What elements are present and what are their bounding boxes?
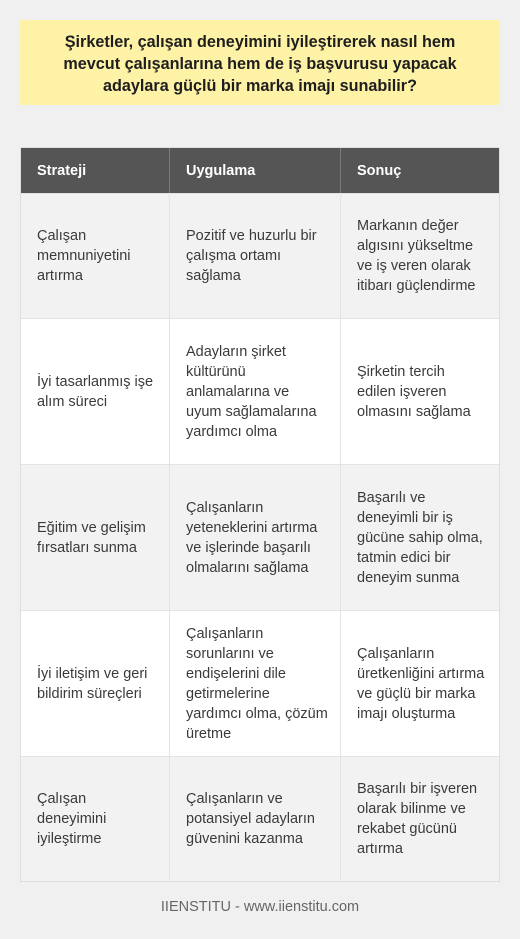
application-cell: Pozitif ve huzurlu bir çalışma ortamı sağlama bbox=[170, 194, 341, 318]
result-cell: Çalışanların üretkenliğini artırma ve güçlü bir marka imajı oluşturma bbox=[357, 645, 485, 722]
table-row bbox=[21, 318, 499, 464]
header-strategy: Strateji bbox=[21, 148, 170, 193]
strategy-table bbox=[20, 147, 500, 882]
strategy-cell: İyi iletişim ve geri bildirim süreçleri bbox=[21, 611, 170, 756]
result-cell: Markanın değer algısını yükseltme ve iş veren olarak itibarı güçlendirme bbox=[357, 218, 476, 294]
result-cell: Başarılı ve deneyimli bir iş gücüne sahip olma, tatmin edici bir deneyim sunma bbox=[357, 489, 483, 586]
table-row bbox=[21, 756, 499, 881]
table-header-row bbox=[21, 148, 499, 193]
strategy-cell: Çalışan deneyimini iyileştirme bbox=[21, 757, 170, 881]
header-application: Uygulama bbox=[170, 148, 341, 193]
result-cell: Şirketin tercih edilen işveren olmasını sağlama bbox=[357, 363, 471, 420]
table-row bbox=[21, 193, 499, 318]
question-text: Şirketler, çalışan deneyimini iyileştirerek nasıl hem mevcut çalışanlarına hem de iş başvurusu yapacak adaylara güçlü bir marka imajı sunabilir? bbox=[63, 33, 457, 95]
application-cell: Çalışanların ve potansiyel adayların güvenini kazanma bbox=[170, 757, 341, 881]
application-cell: Çalışanların yeteneklerini artırma ve işlerinde başarılı olmalarını sağlama bbox=[170, 465, 341, 610]
question-banner bbox=[20, 20, 500, 105]
footer-credit: IIENSTITU - www.iienstitu.com bbox=[160, 899, 360, 915]
header-result: Sonuç bbox=[357, 162, 402, 179]
result-cell: Başarılı bir işveren olarak bilinme ve rekabet gücünü artırma bbox=[357, 781, 478, 857]
strategy-cell: Eğitim ve gelişim fırsatları sunma bbox=[21, 465, 170, 610]
strategy-cell: Çalışan memnuniyetini artırma bbox=[21, 194, 170, 318]
table-row bbox=[21, 464, 499, 610]
application-cell: Adayların şirket kültürünü anlamalarına ve uyum sağlamalarına yardımcı olma bbox=[170, 319, 341, 464]
strategy-cell: İyi tasarlanmış işe alım süreci bbox=[21, 319, 170, 464]
table-row bbox=[21, 610, 499, 756]
application-cell: Çalışanların sorunlarını ve endişelerini dile getirmelerine yardımcı olma, çözüm üretme bbox=[170, 611, 341, 756]
